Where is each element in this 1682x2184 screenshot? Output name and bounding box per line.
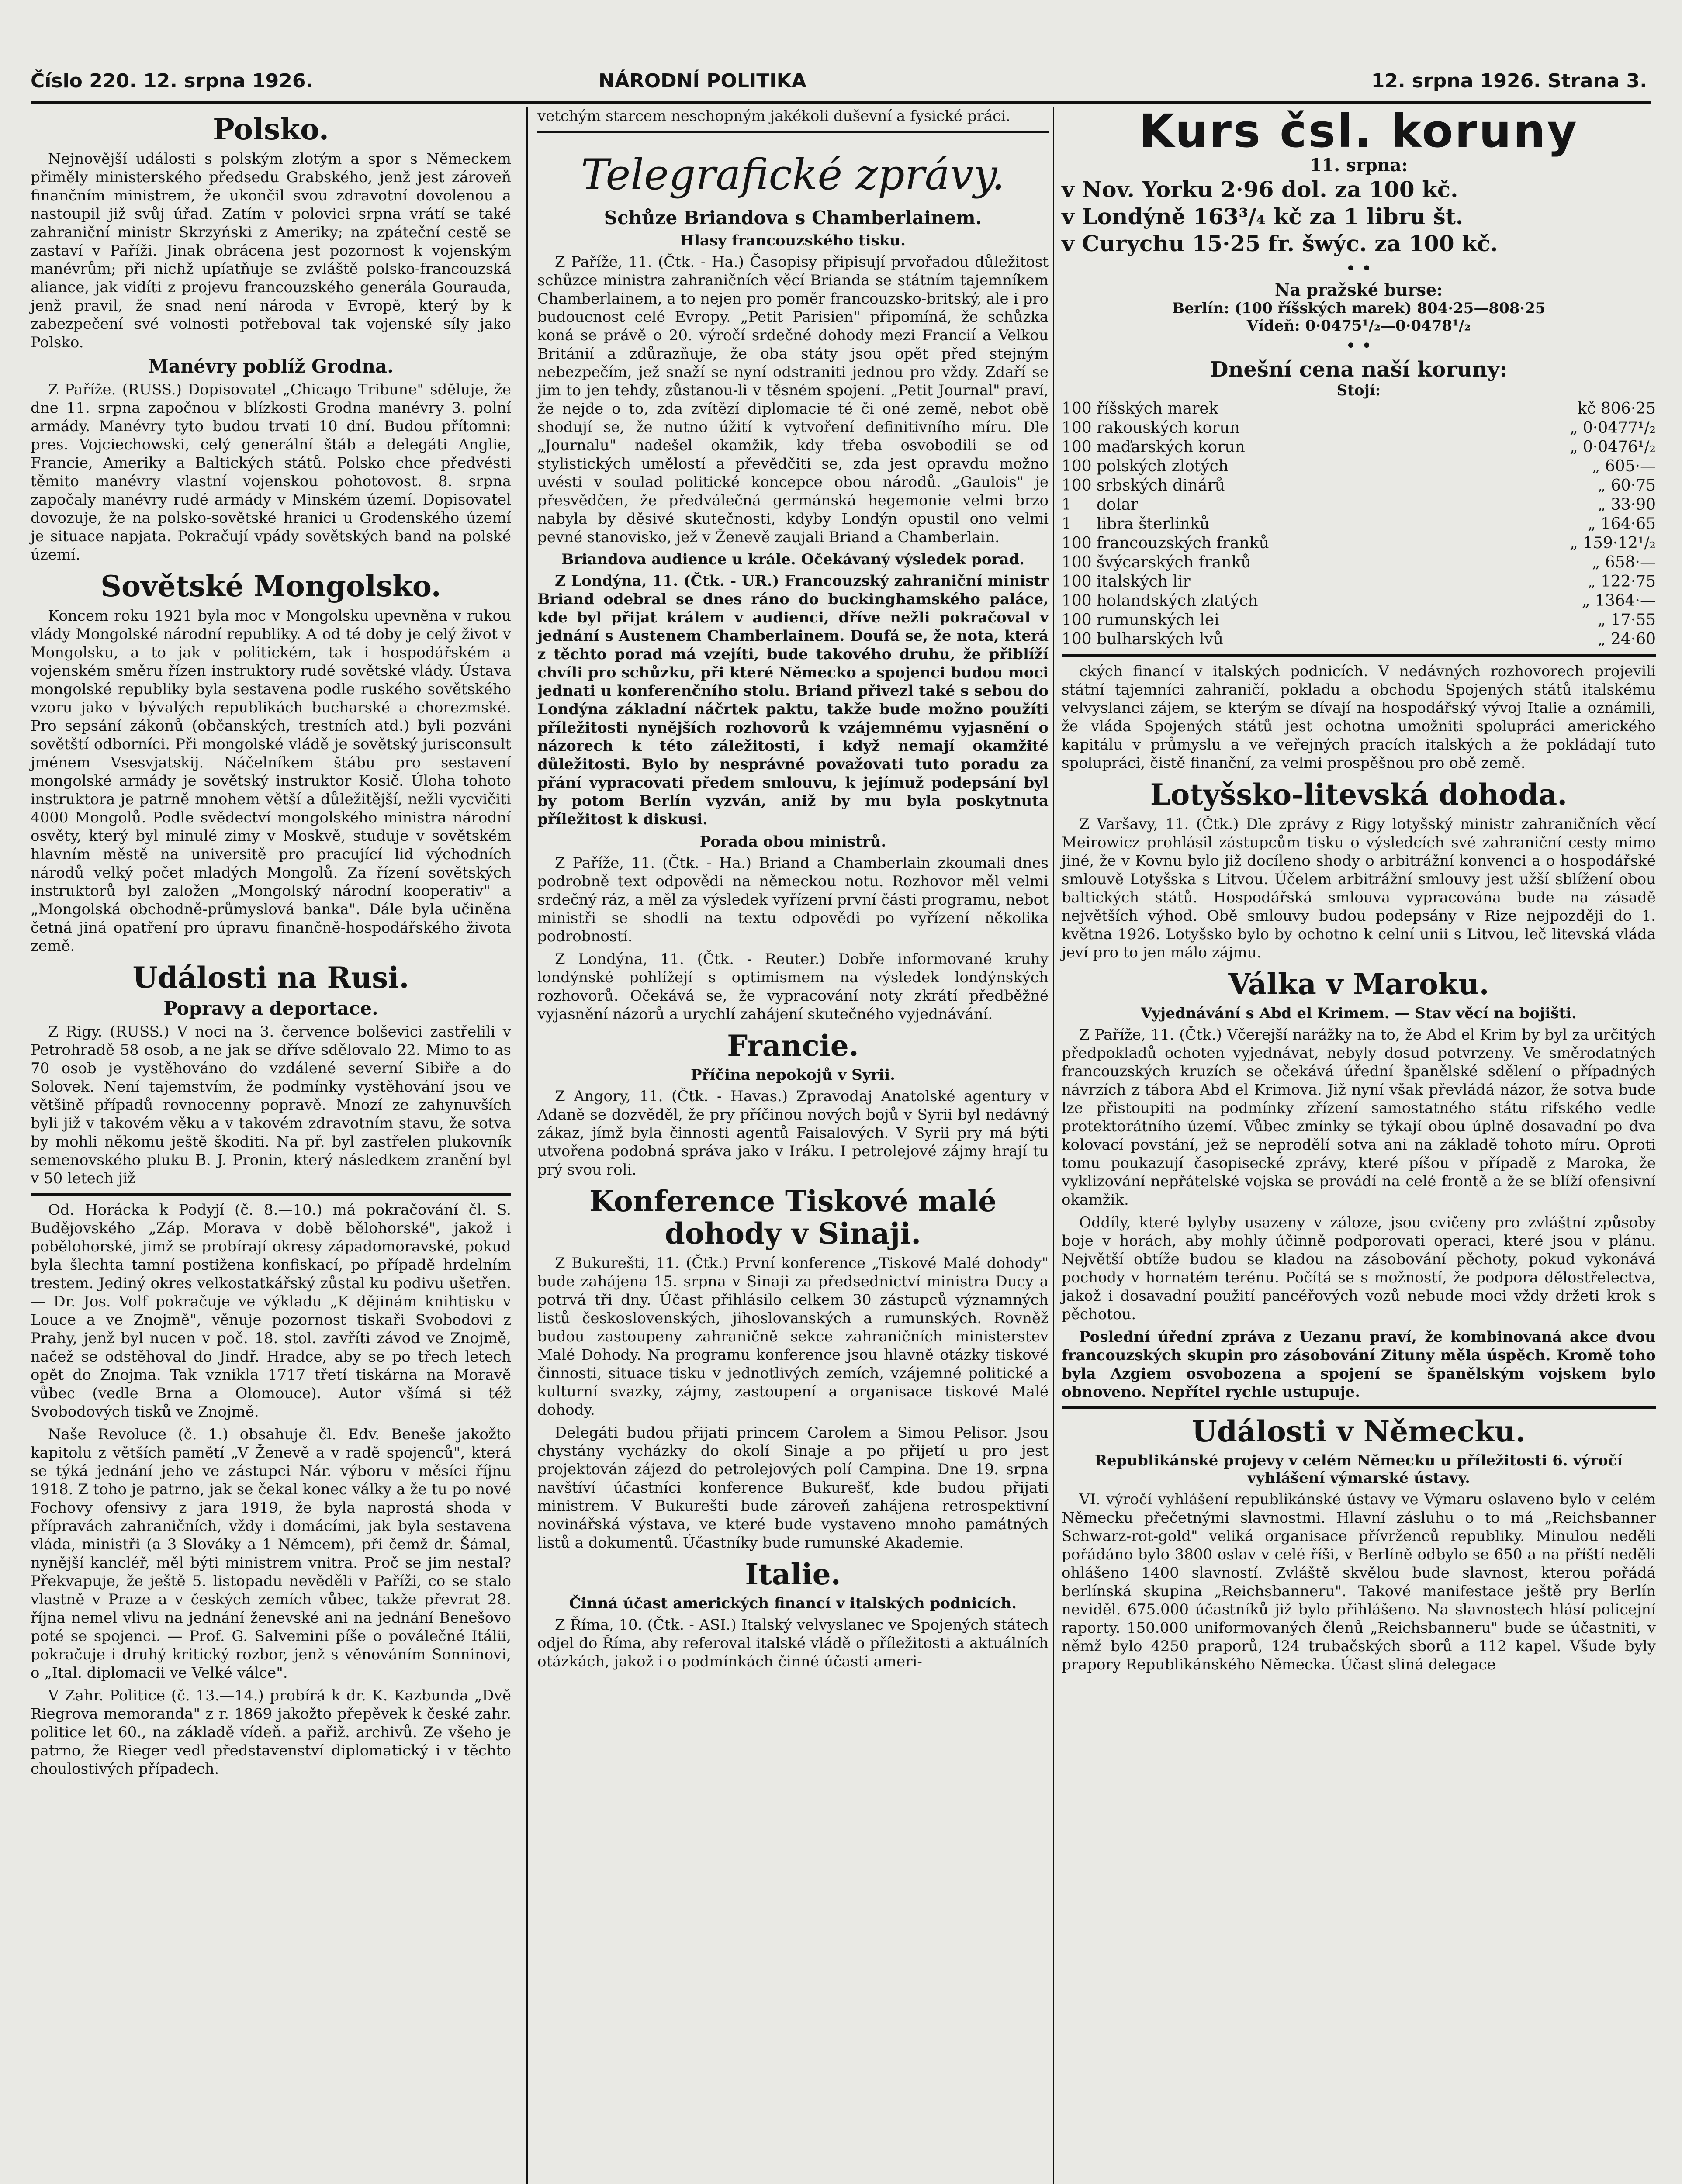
rate-row xyxy=(1062,611,1656,630)
rate-zurich: v Curychu 15·25 fr. šwýc. za 100 kč. xyxy=(1062,231,1498,256)
stoji-label: Stojí: xyxy=(1336,382,1381,399)
column-divider-1 xyxy=(526,107,528,2184)
article-subtitle: Popravy a deportace. xyxy=(163,998,378,1019)
article-text: Z Angory, 11. (Čtk. - Havas.) Zpravodaj Anatolské agentury v Adaně se dozvěděl, že pry příčinou nových bojů v Syrii byl nedávný zákaz, jímž byla činnosti agentů Faisalových. V Syrii pry má býti utvořena podobná správa jako v Iráku. I petrolejové zájmy hrají tu prý svou roli. xyxy=(537,1088,1049,1178)
article-text: Z Paříže, 11. (Čtk.) Včerejší narážky na to, že Abd el Krim by byl za určitých předpokladů ochoten vyjednávat, nebyly dosud potvrzeny. Ve směrodatných francouzských kruzích se očekává úřední španělské sdělení o případných návrzích z tábora Abd el Krimova. Již nyní však převládá názor, že sotva bude lze přistoupiti na podmínky zřízení samostatného státu rifského vedle protektorátního území. Vůbec zmínky se týkají obou úplně dosavadní po dva kolovací povstání, jež se neprodělí sotva ani na základě tohoto míru. Oproti tomu poukazují časopisecké zprávy, které píšou v případě z Maroka, že vyklizování nepřátelské vojska se provádí na celé frontě a že se blíží ofensivní okamžik. xyxy=(1062,1026,1656,1209)
column-divider-2 xyxy=(1053,107,1054,2184)
article-title-manevry: Manévry poblíž Grodna. xyxy=(148,356,394,377)
article-text: Poslední úřední zpráva z Uezanu praví, že kombinovaná akce dvou francouzských skupin pro zásobování Zituny měla úspěch. Kromě toho byla Azgiem osvobozena a spojení se španělským vojskem bylo obnoveno. Nepřítel rychle ustupuje. xyxy=(1062,1328,1656,1401)
article-text: Z Londýna, 11. (Čtk. - UR.) Francouzský zahraniční ministr Briand odebral se dnes ráno do buckinghamského paláce, kde byl přijat králem v audienci, dříve nežli pokračoval v jednání s Austenem Chamberlainem. Doufá se, že nota, která z těchto porad má vzejíti, bude takového druhu, že přiblíží chvíli pro schůzku, při které Německo a spojenci budou moci jednati u konferenčního stolu. Briand přivezl také s sebou do Londýna základní náčrtek paktu, takže bude možno použíti příležitosti nynějších rozhovorů k vzájemnému vyjasnění o názorech k této záležitosti, i když nemají okamžité důležitosti. Bylo by nesprávné považovati tuto poradu za přání vypracovati předem smlouvu, k jejímuž podepsání byl by potom Berlín vyzván, aniž by mu byla poskytnuta příležitost k diskusi. xyxy=(537,572,1049,828)
rate-london: v Londýně 163³/₄ kč za 1 libru št. xyxy=(1062,204,1464,229)
burse-berlin: Berlín: (100 říšských marek) 804·25—808·25 xyxy=(1172,300,1546,317)
rate-value: „ 159·12¹/₂ xyxy=(1569,534,1656,552)
section-rule xyxy=(537,131,1049,133)
article-title-maroko: Válka v Maroku. xyxy=(1228,967,1489,1001)
article-subtitle: Briandova audience u krále. Očekávaný výsledek porad. xyxy=(561,551,1025,568)
cena-title: Dnešní cena naší koruny: xyxy=(1210,357,1508,382)
article-subtitle: Příčina nepokojů v Syrii. xyxy=(691,1066,895,1084)
rate-value: „ 17·55 xyxy=(1597,611,1656,629)
rate-currency: polských zlotých xyxy=(1097,457,1229,475)
rate-quantity: 100 xyxy=(1062,534,1092,552)
rate-value: „ 658·— xyxy=(1592,553,1656,571)
article-text: vetchým starcem neschopným jakékoli duševní a fysické práci. xyxy=(537,107,1011,125)
article-text: Od. Horácka k Podyjí (č. 8.—10.) má pokračování čl. S. Budějovského „Záp. Morava v době bělohorské", jakož i pobělohorské, jimž se probírají okresy západomoravské, pokud byla šlechta tamní postižena konfiskací, po případě hrdelním trestem. Jediný okres velkostatkářský zůstal ku podivu ušetřen. — Dr. Jos. Volf pokračuje ve výkladu „K dějinám knihtisku v Louce a ve Znojmě", věnuje pozornost tiskaři Svobodovi z Prahy, jenž byl nucen v poč. 18. stol. zavříti závod ve Znojmě, načež se odstěhoval do Jindř. Hradce, aby se po třech letech opět do Znojma. Tak vznikla 1717 třetí tiskárna na Moravě vůbec (vedle Brna a Olomouce). Autor všímá si též Svobodových tisků ve Znojmě. xyxy=(31,1201,511,1420)
article-text: Oddíly, které bylyby usazeny v záloze, jsou cvičeny pro zvláštní způsoby boje v horách, aby mohly účinně podporovati operaci, které jsou v plánu. Největší obtíže budou se kladou na zásobování pěchoty, pokud vykonává pochody v hornatém terénu. Počítá se s možností, že podpora dělostřelectva, jakož i dosavadní použití pancéřových vozů nebude moci vždy držeti krok s pěchotou. xyxy=(1062,1214,1656,1323)
rate-value: „ 24·60 xyxy=(1597,630,1656,648)
dot-separator: • • xyxy=(1346,336,1372,356)
rate-quantity: 1 xyxy=(1062,515,1072,533)
article-title-francie: Francie. xyxy=(727,1029,859,1063)
rate-row xyxy=(1062,572,1656,591)
column-2 xyxy=(537,107,1049,1675)
exchange-title: Kurs čsl. koruny xyxy=(1139,104,1579,158)
rate-row xyxy=(1062,418,1656,438)
exchange-date: 11. srpna: xyxy=(1309,155,1408,176)
rate-row xyxy=(1062,457,1656,476)
issue-number: Číslo 220. 12. srpna 1926. xyxy=(31,70,313,92)
article-text: Z Bukurešti, 11. (Čtk.) První konference „Tiskové Malé dohody" bude zahájena 15. srpna v Sinaji za předsednictví ministra Ducy a potrvá tři dny. Účast přihlásilo celkem 30 zástupců významných listů československých, jihoslovanských a rumunských. Rovněž budou zastoupeny zahraničně sekce zahraničních ministerstev Malé Dohody. Na programu konference jsou hlavně otázky tiskové činnosti, situace tisku v jednotlivých zemích, vzájemné politické a kulturní svazky, zájmy, zastoupení a organisace tiskové Malé dohody. xyxy=(537,1254,1049,1419)
article-text: Z Paříže, 11. (Čtk. - Ha.) Briand a Chamberlain zkoumali dnes podrobně text odpovědi na německou notu. Rozhovor měl velmi srdečný ráz, a měl za výsledek vyřízení první části programu, nebot ministři se shodli na textu odpovědi po vyřízení několika podrobností. xyxy=(537,854,1049,945)
rate-currency: rumunských lei xyxy=(1097,611,1219,629)
article-text: V Zahr. Politice (č. 13.—14.) probírá k dr. K. Kazbunda „Dvě Riegrova memoranda" z r. 1869 jakožto přepěvek k české zahr. politice let 60., na základě vídeň. a pařiž. archivů. Ze všeho je patrno, že Rieger vedl představenství diplomatický i v těchto choulostivých případech. xyxy=(31,1687,511,1778)
rate-value: „ 33·90 xyxy=(1597,496,1656,514)
rate-currency: říšských marek xyxy=(1097,400,1218,418)
rate-value: „ 60·75 xyxy=(1597,477,1656,494)
article-text: Koncem roku 1921 byla moc v Mongolsku upevněna v rukou vlády Mongolské národní republiky. A od té doby je celý život v Mongolsku, a to jak v politickém, tak i hospodářském a vojenském směru řízen instruktory rudé sovětské vlády. Ústava mongolské republiky byla sestavena podle ruského sovětského vzoru jako v bývalých republikách bucharské a chorezmské. Pro sepsání zákonů (občanských, trestních atd.) byli pozváni sovětští odborníci. Při mongolské vládě je sovětský jurisconsult jménem Vsesvjatskij. Náčelníkem štábu pro sestavení mongolské armády je sovětský instruktor Kosič. Úloha tohoto instruktora je patrně mnohem větší a důležitější, nežli vycvičiti 4000 Mongolů. Podle svědectví mongolského ministra národní osvěty, který byl minulé zimy v Moskvě, studuje v sovětském hlavním městě na universitě pro pracující lid východních národů velký počet mladých Mongolů. Za řízení sovětských instruktorů byl založen „Mongolský národní kooperativ" a „Mongolská obchodně-průmyslová banka". Dále byla učiněna četná jiná opatření pro úpravu finančně-hospodářského života země. xyxy=(31,607,511,955)
rate-currency: italských lir xyxy=(1097,573,1191,591)
article-text: VI. výročí vyhlášení republikánské ústavy ve Výmaru oslaveno bylo v celém Německu přečetnými slavnostmi. Hlavní zásluhu o to má „Reichsbanner Schwarz-rot-gold" veliká organisace přívrženců republiky. Minulou neděli pořádáno bylo 3800 oslav v celé říši, v Berlíně odbylo se 650 a na příští neděli ohlášeno 1400 slavností. Zvláště skvělou bude slavnost, kterou pořádá berlínská skupina „Reichsbanneru". Takové manifestace ještě pry Berlín neviděl. 675.000 účastníků již bylo přihlášeno. Na slavnostech hlásí policejní raporty. 150.000 uniformovaných členů „Reichsbanneru" bude se účastniti, v němž bylo 4250 praporů, 124 trubačských sborů a 112 kapel. Všude byly prapory Republikánského Německa. Účast sliná delegace xyxy=(1062,1491,1656,1673)
rate-value: „ 164·65 xyxy=(1587,515,1656,533)
article-text: Z Varšavy, 11. (Čtk.) Dle zprávy z Rigy lotyšský ministr zahraničních věcí Meirowicz prohlásil zástupcům tisku o výsledcích své zahraniční cesty mimo jiné, že v Kovnu bylo již docíleno shody o arbitrážní konvenci a o hospodářské smlouvě Lotyšska s Litvou. Účelem arbitrážní smlouvy jest užší sblížení obou baltických států. Hospodářská smlouva vypracována bude na zásadě největších výhod. Obě smlouvy budou podepsány v Rize nejpozději do 1. května 1926. Lotyšsko bylo by ochotno k celní unii s Litvou, leč litevská vláda jeví pro to jen málo zájmu. xyxy=(1062,816,1656,961)
column-3 xyxy=(1062,104,1656,1678)
section-title-telegraficke: Telegrafické zprávy. xyxy=(581,150,1005,199)
section-rule xyxy=(1062,1406,1656,1409)
rate-quantity: 100 xyxy=(1062,400,1092,418)
rate-quantity: 100 xyxy=(1062,592,1092,610)
article-title-brian: Schůze Briandova s Chamberlainem. xyxy=(604,207,982,228)
rate-value: „ 1364·— xyxy=(1582,592,1656,610)
rates-table xyxy=(1062,399,1656,649)
rate-quantity: 100 xyxy=(1062,477,1092,494)
article-subtitle: Hlasy francouzského tisku. xyxy=(680,232,906,249)
rate-row xyxy=(1062,553,1656,572)
rate-newyork: v Nov. Yorku 2·96 dol. za 100 kč. xyxy=(1062,176,1458,202)
rate-currency: holandských zlatých xyxy=(1097,592,1258,610)
article-text: Nejnovější události s polským zlotým a spor s Německem přiměly ministerského předsedu Grabského, jenž jest zároveň finančním ministrem, že ukončil svou zdravotní dovolenou a nastoupil již svůj úřad. Zatím v polovici srpna vrátí se také zahraniční ministr Skrzyński z Ameriky; na zpáteční cestě se zastaví v Paříži. Jinak obrácena jest pozornost k vojenským manévrům; při nichž upíatňuje se zvláště polsko-francouzská aliance, jak vidíti z projevu francouzského generála Gourauda, jenž pravil, že snad není národa v Evropě, který by k zabezpečení své volnosti potřeboval tak vojenské síly jako Polsko. xyxy=(31,150,511,351)
page-header xyxy=(31,66,1647,100)
rate-currency: libra šterlinků xyxy=(1097,515,1210,533)
header-rule xyxy=(31,101,1651,104)
article-title-rusi: Události na Rusi. xyxy=(132,961,409,995)
article-title-sovet: Sovětské Mongolsko. xyxy=(100,569,441,603)
rate-value: kč 806·25 xyxy=(1577,400,1656,418)
rate-quantity: 100 xyxy=(1062,573,1092,591)
article-title-konference: Konference Tiskové malé dohody v Sinaji. xyxy=(589,1184,997,1251)
rate-row xyxy=(1062,591,1656,611)
rate-row xyxy=(1062,399,1656,418)
rate-row xyxy=(1062,534,1656,553)
rate-currency: rakouských korun xyxy=(1097,419,1240,437)
article-title-italie: Italie. xyxy=(745,1557,841,1591)
dot-separator: • • xyxy=(1346,259,1372,279)
section-rule xyxy=(31,1193,511,1196)
article-title-nemecko: Události v Německu. xyxy=(1192,1414,1526,1448)
article-text: Z Paříže. (RUSS.) Dopisovatel „Chicago Tribune" sděluje, že dne 11. srpna započnou v blízkosti Grodna manévry 3. polní armády. Manévry tyto budou trvati 10 dní. Budou přítomni: pres. Vojciechowski, celý generální štáb a delegáti Anglie, Francie, Ameriky a Baltických států. Polsko chce předvésti těmito manévry vlastní vojenskou pohotovost. 8. srpna započaly manévry rudé armády v Minském území. Dopisovatel dovozuje, že na polsko-sovětské hranici u Grodenského území je situace napjata. Pokračují vpády sovětských band na polské území. xyxy=(31,381,511,563)
burse-title: Na pražské burse: xyxy=(1274,280,1443,300)
rate-quantity: 100 xyxy=(1062,457,1092,475)
rate-quantity: 100 xyxy=(1062,553,1092,571)
rate-currency: maďarských korun xyxy=(1097,438,1245,456)
rate-value: „ 122·75 xyxy=(1587,573,1656,591)
article-title-polsko: Polsko. xyxy=(213,112,329,146)
column-1 xyxy=(31,107,511,1783)
rate-quantity: 100 xyxy=(1062,630,1092,648)
burse-viden: Vídeň: 0·0475¹/₂—0·0478¹/₂ xyxy=(1246,317,1471,335)
rate-quantity: 1 xyxy=(1062,496,1072,514)
rate-row xyxy=(1062,515,1656,534)
article-text: Z Říma, 10. (Čtk. - ASI.) Italský velvyslanec ve Spojených státech odjel do Říma, aby referoval italské vládě o příležitosti a aktuálních otázkách, jakož i o podmínkách činné účasti ameri- xyxy=(537,1616,1049,1670)
article-text: Z Londýna, 11. (Čtk. - Reuter.) Dobře informované kruhy londýnské pohlížejí s optimismem na výsledek londýnských rozhovorů. Očekává se, že vypracování noty zkrátí předběžné vyjasnění názorů a urychlí zahájení skutečného vyjednávání. xyxy=(537,950,1049,1023)
date-page: 12. srpna 1926. Strana 3. xyxy=(1371,70,1647,92)
newspaper-title: NÁRODNÍ POLITIKA xyxy=(599,70,806,92)
rate-currency: švýcarských franků xyxy=(1097,553,1251,571)
rate-value: „ 605·— xyxy=(1592,457,1656,475)
article-text: Z Paříže, 11. (Čtk. - Ha.) Časopisy připisují prvořadou důležitost schůzce ministra zahraničních věcí Brianda se státním tajemníkem Chamberlainem, a to nejen pro poměr francouzsko-britský, ale i pro budoucnost celé Evropy. „Petit Parisien" připomíná, že schůzka koná se právě o 20. výročí srdečné dohody mezi Francií a Velkou Británií a zdůrazňuje, že oba státy jsou opět před stejným nebezpečím, jež snaží se nyní odstraniti jednou pro vždy. Zdaří se jim to jen tehdy, zůstanou-li v těsném spojení. „Petit Journal" praví, že nejde o to, zda zvítězí diplomacie té či oné země, nebot obě shodují se, že nutno úžití k vytvoření definitivního míru. Dle „Journalu" nadešel okamžik, kdy třeba osvobodili se od stylistických umělostí a převědčiti se, zda jest opravdu možno uvésti v soulad politické koncepce obou národů. „Gaulois" je přesvědčen, že předválečná germánská hegemonie velmi brzo nabyla by děsivé skutečnosti, kdyby Londýn opustil ono velmi pevné stanovisko, jež v Ženevě zaujali Briand a Chamberlain. xyxy=(537,253,1049,546)
article-title-lotyssko: Lotyšsko-litevská dohoda. xyxy=(1150,778,1568,812)
article-text: Z Rigy. (RUSS.) V noci na 3. července bolševici zastřelili v Petrohradě 58 osob, a ne jak se dříve sdělovalo 22. Mimo to as 70 osob je vystěhováno do vzdálené severní Sibiře a do Solovek. Není tajemstvím, že podmínky vystěhování jsou ve většině případů rovnocenny popravě. Mnozí ze zahynuvších byli již v takovém věku a v takovém zdravotním stavu, že sotva by mohli někomu ještě škoditi. Na př. byl zastřelen plukovník semenovského pluku B. J. Pronin, který následkem zranění byl v 50 letech již xyxy=(31,1023,511,1187)
rate-currency: srbských dinárů xyxy=(1097,477,1225,494)
rate-row xyxy=(1062,438,1656,457)
rate-quantity: 100 xyxy=(1062,419,1092,437)
article-text: Naše Revoluce (č. 1.) obsahuje čl. Edv. Beneše jakožto kapitolu z větších pamětí „V Ženevě a v radě spojenců", která se týká jednání jeho ve zástupci Nár. výboru v měsíci říjnu 1918. Z toho je patrno, jak se čekal konec války a že tu po nové Fochovy ofensivy z jara 1919, že byla naprostá shoda v přípravách zahraničních, vždy i domácími, jak byla sestavena vláda, ministři (a 3 Slováky a 1 Němcem), při čemž dr. Šámal, nynější kancléř, měl býti ministrem vnitra. Proč se jim nestal? Překvapuje, že ještě 5. listopadu nevěděli v Paříži, co se stalo vlastně v Praze a v českých zemích vůbec, takže převrat 28. října nemel vlivu na jednání ženevské ani na jednání Benešovo poté se spojenci. — Prof. G. Salvemini píše o poválečné Itálii, pokračuje i druhý kritický rozbor, jenž s věnováním Sonninovi, o „Ital. diplomacii ve Velké válce". xyxy=(31,1426,511,1682)
section-rule xyxy=(1062,654,1656,657)
article-text: ckých financí v italských podnicích. V nedávných rozhovorech projevili státní tajemníci zahraničí, pokladu a obchodu Spojených států italskému velvyslanci zájem, se kterým se dívají na hospodářský vývoj Italie a oznámili, že vláda Spojených států jest ochotna umožniti spolupráci amerického kapitálu v průmyslu a ve veřejných pracích italských a že pokládají tuto spolupráci, čistě finanční, za velmi prospěšnou pro obě země. xyxy=(1062,663,1656,772)
rate-currency: bulharských lvů xyxy=(1097,630,1224,648)
rate-currency: francouzských franků xyxy=(1097,534,1269,552)
rate-value: „ 0·0476¹/₂ xyxy=(1569,438,1656,456)
article-subtitle: Porada obou ministrů. xyxy=(699,833,886,850)
rate-currency: dolar xyxy=(1097,496,1138,514)
rate-quantity: 100 xyxy=(1062,438,1092,456)
rate-value: „ 0·0477¹/₂ xyxy=(1569,419,1656,437)
rate-row xyxy=(1062,476,1656,495)
article-subtitle: Vyjednávání s Abd el Krimem. — Stav věcí na bojišti. xyxy=(1141,1005,1577,1022)
article-subtitle: Republikánské projevy v celém Německu u příležitosti 6. výročí vyhlášení výmarské ústavy. xyxy=(1094,1452,1623,1487)
article-text: Delegáti budou přijati princem Carolem a Simou Pelisor. Jsou chystány vycházky do okolí Sinaje a po přijetí u pro jest projektován zájezd do petrolejových polí Campina. Dne 19. srpna navštíví účastníci konference Bukurešť, kde budou přijati ministrem. V Bukurešti bude zároveň zahájena retrospektivní novinářská výstava, ve které bude vystaveno mnoho památných listů a dokumentů. Účastníky bude rumunské Akademie. xyxy=(537,1424,1049,1552)
article-subtitle: Činná účast amerických financí v italských podnicích. xyxy=(569,1595,1017,1612)
rate-row xyxy=(1062,630,1656,649)
rate-quantity: 100 xyxy=(1062,611,1092,629)
rate-row xyxy=(1062,495,1656,515)
